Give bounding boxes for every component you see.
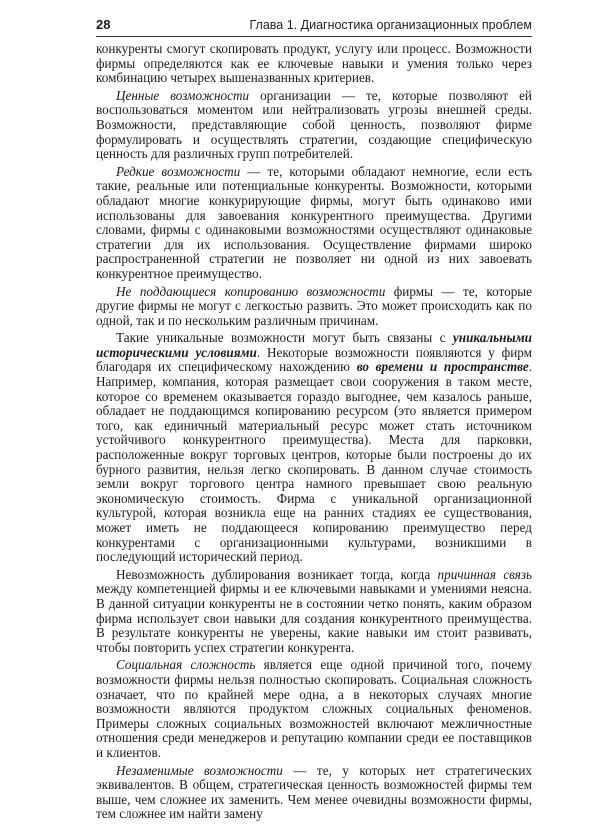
term-valuable-capabilities: Ценные возможности [116, 87, 250, 103]
paragraph-text: конкуренты смогут скопировать продукт, услугу или процесс. Возможности фирмы определяются как ее ключевые навыки и умения только через комбинацию четырех вышеназванных критериев. [96, 41, 532, 86]
paragraph-text: — те, которыми обладают немногие, если есть такие, реальные или потенциальные конкуренты. Возможности, которыми обладают многие конкурирующие фирмы, могут быть одинаково ими использованы для завоевания конкурентного преимущества. Другими словами, фирмы с одинаковыми возможностями осуществляют одинаковые стратегии для их использования. Осуществление фирмами широко распространенной стратегии не позволяет ни одной из них завоевать конкурентное преимущество. [96, 163, 533, 281]
term-unique-historical-conditions: уникальными историческими условиями [96, 330, 532, 360]
paragraph-text: Такие уникальные возможности могут быть связаны с [116, 330, 453, 346]
paragraph-text: является еще одной причиной того, почему возможности фирмы нельзя полностью скопировать. Социальная сложность означает, что по крайней мере одна, а в некоторых случаях многие возможности являются продуктом сложных социальных феноменов. Примеры сложных социальных возможностей включают межличностные отношения среди менеджеров и репутацию компании среди ее поставщиков и клиентов. [96, 657, 532, 760]
term-rare-capabilities: Редкие возможности [116, 163, 241, 179]
page-number: 28 [96, 17, 111, 32]
chapter-title: Глава 1. Диагностика организационных проблем [249, 18, 532, 32]
term-nonsubstitutable-capabilities: Незаменимые возможности [116, 762, 283, 778]
term-causal-link: причинная связь [437, 566, 532, 582]
paragraph-unique-historical-conditions [96, 331, 532, 565]
paragraph-inimitable-capabilities [96, 285, 532, 329]
paragraph-continuation [96, 42, 532, 86]
paragraph-text: . Например, компания, которая размещает свои сооружения в таком месте, которое со временем оказывается гораздо выгоднее, чем казалось раньше, обладает не поддающимся копированию ресурсом (это является примером того, как единичный материальный ресурс может стать источником устойчивого конкурентного преимущества). Места для парковки, расположенные вокруг торговых центров, которые были построены до их бурного развития, нельзя легко скопировать. В данном случае стоимость земли вокруг торгового центра намного превышает свою реальную экономическую стоимость. Фирма с уникальной организационной культурой, которая возникла еще на ранних стадиях ее существования, может иметь не поддающееся копированию преимущество перед конкурентами с организационными культурами, возникшими в последующий исторический период. [96, 359, 532, 565]
paragraph-valuable-capabilities [96, 89, 532, 162]
term-time-and-space: во времени и пространстве [356, 359, 529, 375]
running-header [96, 16, 532, 37]
paragraph-text: Невозможность дублирования возникает тогда, когда [116, 566, 438, 582]
body-text [96, 42, 532, 825]
paragraph-nonsubstitutable-capabilities [96, 764, 532, 822]
paragraph-social-complexity [96, 658, 532, 760]
paragraph-causal-ambiguity [96, 568, 532, 656]
paragraph-text: организации — те, которые позволяют ей воспользоваться моментом или нейтрализовать угрозы внешней среды. Возможности, представляющие собой ценность, позволяют фирме формулировать и осуществлять стратегии, создающие специфическую ценность для различных групп потребителей. [96, 87, 532, 162]
paragraph-rare-capabilities [96, 165, 532, 282]
paragraph-text: между компетенцией фирмы и ее ключевыми навыками и умениями неясна. В данной ситуации конкуренты не в состоянии четко понять, каким образом фирма использует свои навыки для создания конкурентного преимущества. В результате конкуренты не уверены, какие навыки им стоит развивать, чтобы повторить успех стратегии конкурента. [96, 581, 532, 655]
paragraph-text: — те, у которых нет стратегических эквивалентов. В общем, стратегическая ценность возможностей фирмы тем выше, чем сложнее их заменить. Чем менее очевидны возможности фирмы, тем сложнее им найти замену [96, 762, 532, 822]
term-inimitable-capabilities: Не поддающиеся копированию возможности [116, 283, 386, 299]
paragraph-text: . Некоторые возможности появляются у фирм благодаря их специфическому нахождению [96, 344, 532, 375]
paragraph-text: фирмы — те, которые другие фирмы не могут с легкостью развить. Это может происходить как по одной, так и по нескольким различным причинам. [96, 283, 532, 328]
term-social-complexity: Социальная сложность [116, 657, 256, 673]
